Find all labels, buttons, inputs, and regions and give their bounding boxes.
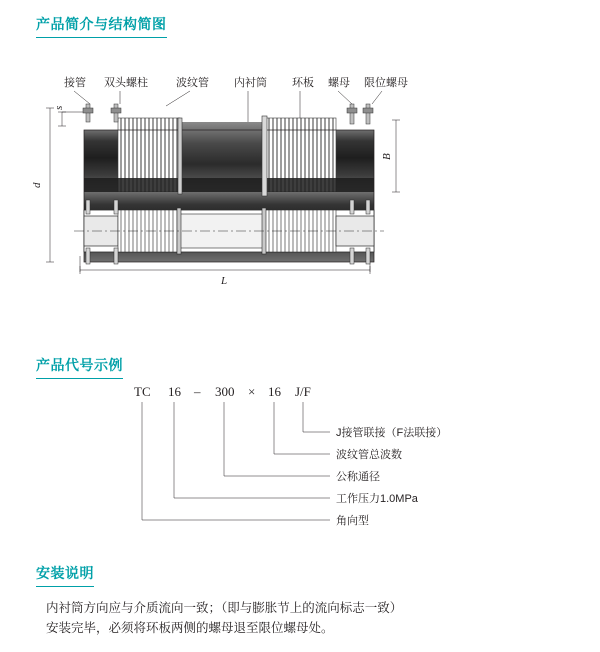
callout-label-3: 内衬筒 — [234, 77, 267, 89]
dimension-L: L — [221, 275, 228, 287]
dimension-B: B — [381, 153, 393, 160]
section-title-install — [36, 563, 94, 587]
code-token-6: J/F — [295, 384, 311, 399]
code-legend-1: 波纹管总波数 — [336, 449, 402, 461]
callout-label-6: 限位螺母 — [364, 77, 408, 89]
dimension-d: d — [31, 182, 43, 188]
code-legend-0: J接管联接（F法联接） — [336, 427, 448, 439]
code-token-4: × — [248, 384, 256, 399]
code-legend-3: 工作压力1.0MPa — [336, 493, 418, 505]
title-underline — [36, 37, 167, 38]
code-legend-2: 公称通径 — [336, 471, 380, 483]
callout-label-4: 环板 — [292, 77, 314, 89]
section-title-structure — [36, 14, 167, 38]
code-leader-lines — [142, 402, 330, 520]
install-note-0: 内衬筒方向应与介质流向一致；（即与膨胀节上的流向标志一致） — [46, 601, 403, 615]
code-token-5: 16 — [268, 384, 281, 399]
code-token-2: – — [194, 384, 201, 399]
structure-diagram — [0, 60, 600, 290]
dimension-s: s — [53, 105, 65, 110]
code-token-1: 16 — [168, 384, 181, 399]
section-title-structure-text: 产品简介与结构简图 — [36, 16, 167, 32]
title-underline-3 — [36, 586, 94, 587]
product-code-diagram — [0, 378, 600, 548]
code-token-3: 300 — [215, 384, 235, 399]
section-title-code — [36, 355, 123, 379]
install-notes — [46, 598, 566, 638]
section-title-install-text: 安装说明 — [36, 565, 94, 581]
section-title-code-text: 产品代号示例 — [36, 357, 123, 373]
code-legend-4: 角向型 — [336, 515, 369, 527]
callout-label-0: 接管 — [64, 77, 86, 89]
callout-label-2: 波纹管 — [176, 77, 209, 89]
install-note-1: 安装完毕，必须将环板两侧的螺母退至限位螺母处。 — [46, 621, 334, 635]
callout-label-5: 螺母 — [328, 77, 350, 89]
code-token-0: TC — [134, 384, 151, 399]
callout-label-1: 双头螺柱 — [104, 77, 148, 89]
